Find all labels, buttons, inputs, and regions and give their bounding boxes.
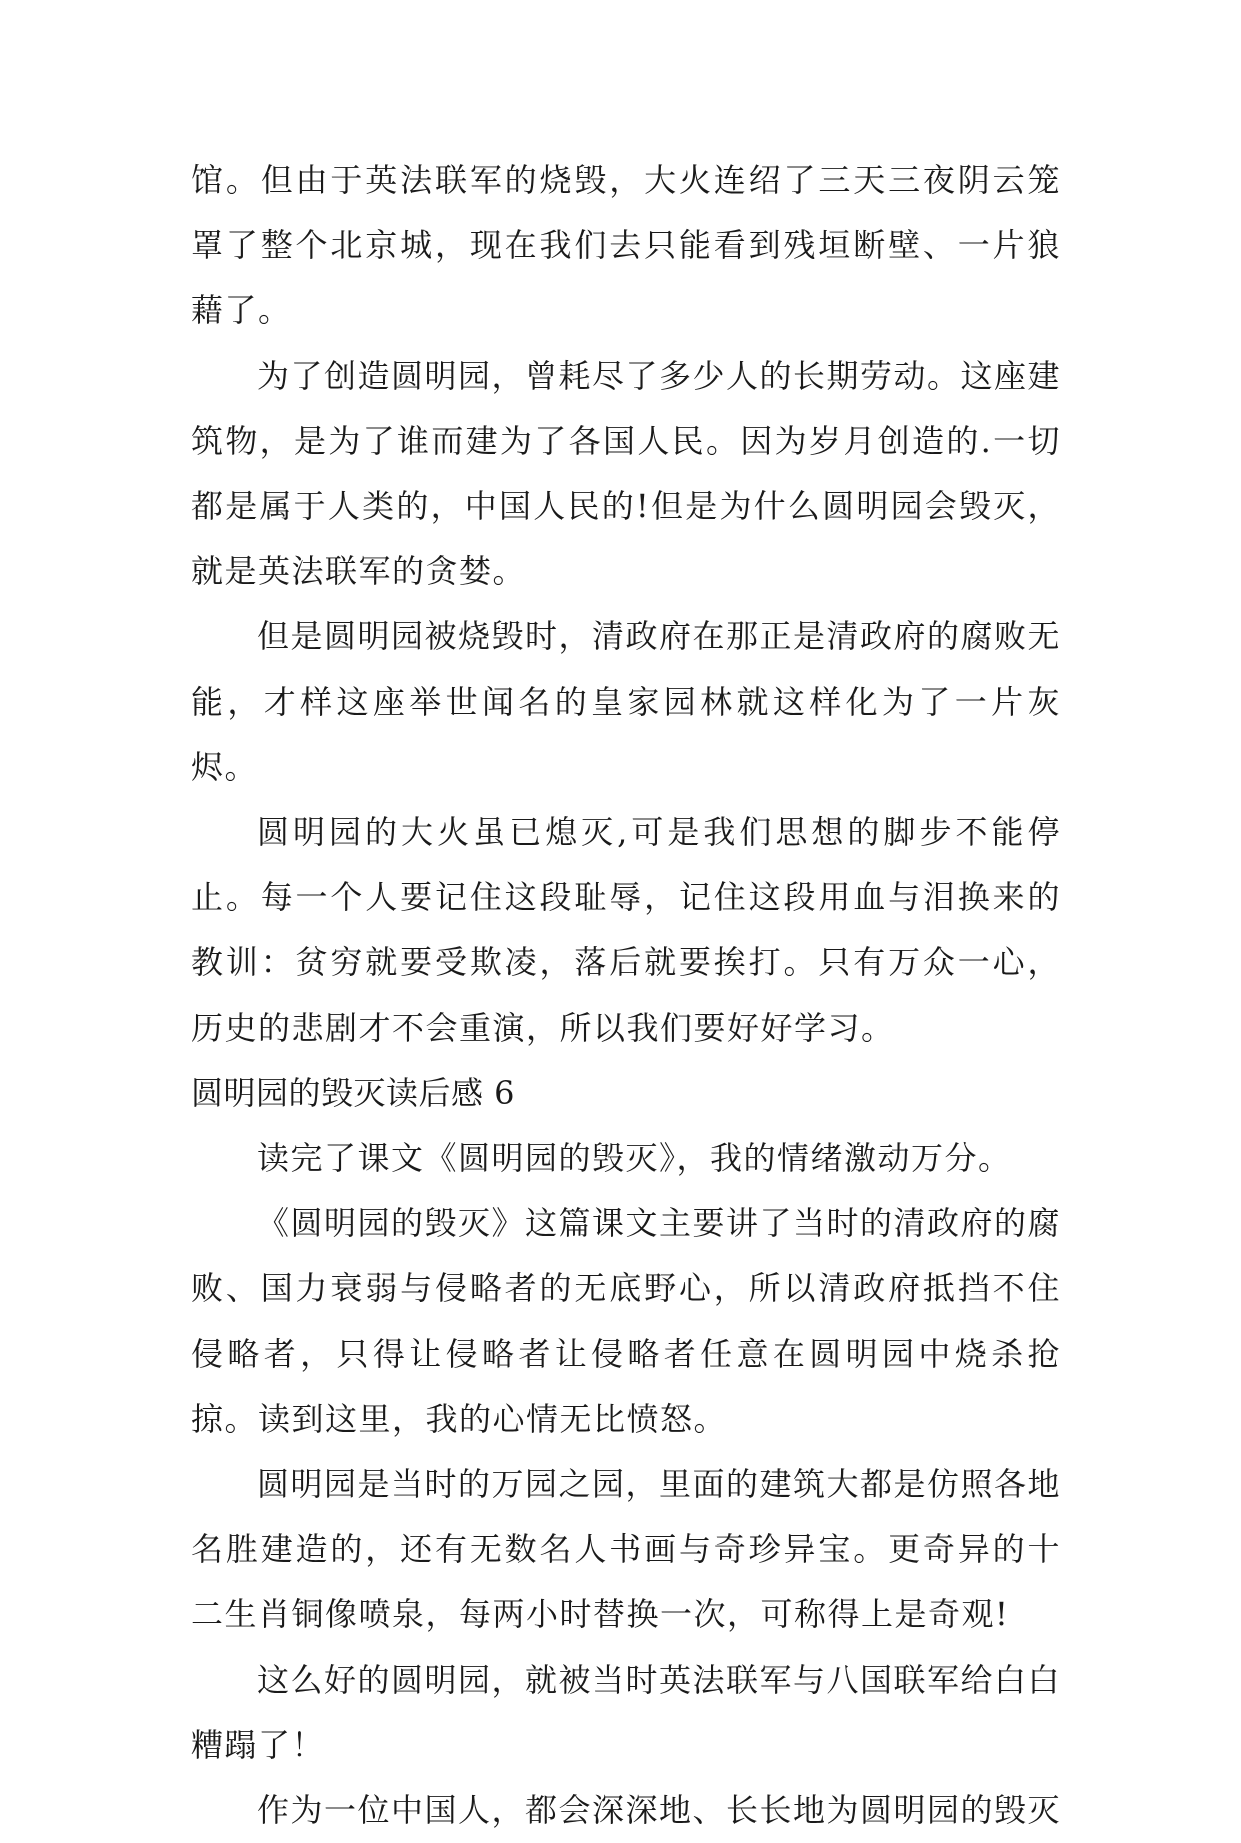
- paragraph: 作为一位中国人，都会深深地、长长地为圆明园的毁灭: [257, 1791, 1062, 1830]
- paragraph: 《圆明园的毁灭》这篇课文主要讲了当时的清政府的腐败、国力衰弱与侵略者的无底野心，所以清政府抵挡不住侵略者，只得让侵略者让侵略者任意在圆明园中烧杀抢掠。读到这里，我的心情无比愤怒。: [191, 1204, 1062, 1438]
- paragraph: 圆明园的大火虽已熄灭,可是我们思想的脚步不能停止。每一个人要记住这段耻辱，记住这段用血与泪换来的教训：贫穷就要受欺凌，落后就要挨打。只有万众一心，历史的悲剧才不会重演，所以我们要好好学习。: [191, 813, 1061, 1047]
- paragraph: 馆。但由于英法联军的烧毁，大火连绍了三天三夜阴云笼罩了整个北京城，现在我们去只能看到残垣断壁、一片狼藉了。: [191, 161, 1061, 330]
- paragraph: 但是圆明园被烧毁时，清政府在那正是清政府的腐败无能，才样这座举世闻名的皇家园林就这样化为了一片灰烬。: [191, 617, 1062, 786]
- document-body: [191, 148, 1061, 1843]
- paragraph: 这么好的圆明园，就被当时英法联军与八国联军给白白糟蹋了！: [191, 1660, 1062, 1764]
- section-heading: 圆明园的毁灭读后感 6: [191, 1073, 516, 1112]
- paragraph: 圆明园是当时的万园之园，里面的建筑大都是仿照各地名胜建造的，还有无数名人书画与奇珍异宝。更奇异的十二生肖铜像喷泉，每两小时替换一次，可称得上是奇观!: [191, 1465, 1062, 1634]
- paragraph: 读完了课文《圆明园的毁灭》，我的情绪激动万分。: [257, 1139, 1012, 1178]
- paragraph: 为了创造圆明园，曾耗尽了多少人的长期劳动。这座建筑物，是为了谁而建为了各国人民。因为岁月创造的.一切都是属于人类的，中国人民的!但是为什么圆明园会毁灭，就是英法联军的贪婪。: [191, 356, 1062, 591]
